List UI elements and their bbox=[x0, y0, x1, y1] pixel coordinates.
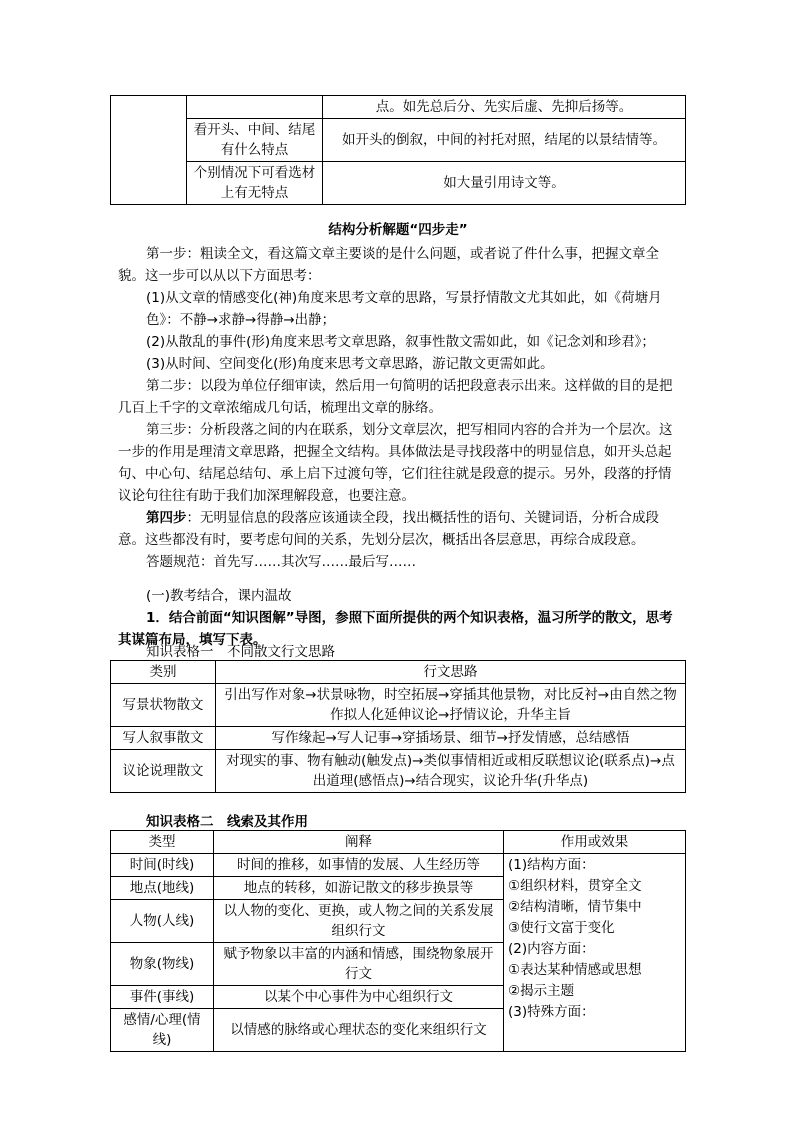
effect-line: ②结构清晰，情节集中 bbox=[508, 899, 642, 915]
steps-body bbox=[118, 243, 678, 573]
method-desc-cell: 如大量引用诗文等。 bbox=[323, 162, 686, 205]
method-label-cell: 个别情况下可看选材上有无特点 bbox=[187, 162, 323, 205]
step2-paragraph: 第二步：以段为单位仔细审读，然后用一句简明的话把段意表示出来。这样做的目的是把几百上千字的文章浓缩成几句话，梳理出文章的脉络。 bbox=[118, 378, 673, 416]
k2-type-cell: 地点(地线) bbox=[111, 877, 214, 900]
top-method-table bbox=[110, 95, 686, 205]
k2-header-type: 类型 bbox=[111, 831, 214, 854]
step1-paragraph: 第一步：粗读全文，看这篇文章主要谈的是什么问题，或者说了件什么事，把握文章全貌。这一步可以从以下方面思考： bbox=[118, 246, 659, 284]
k2-header-effect: 作用或效果 bbox=[504, 831, 686, 854]
step1-item3: (3)从时间、空间变化(形)角度来思考文章思路，游记散文更需如此。 bbox=[146, 356, 554, 372]
table-row bbox=[111, 162, 686, 205]
k2-table bbox=[110, 830, 686, 1052]
k1-path-cell: 引出写作对象→状景咏物，时空拓展→穿插其他景物，对比反衬→由自然之物作拟人化延伸议论→抒情议论，升华主旨 bbox=[216, 684, 686, 727]
k1-caption: 知识表格一 不同散文行文思路 bbox=[146, 644, 335, 660]
table-row bbox=[111, 854, 686, 877]
table-row bbox=[111, 750, 686, 793]
effect-line: ①组织材料，贯穿全文 bbox=[508, 878, 642, 894]
k1-type-cell: 写景状物散文 bbox=[111, 684, 216, 727]
table-row bbox=[111, 119, 686, 162]
table-row bbox=[111, 96, 686, 119]
effect-line: ②揭示主题 bbox=[508, 983, 575, 999]
k2-type-cell: 感情/心理(情线) bbox=[111, 1009, 214, 1052]
effect-line: (2)内容方面： bbox=[508, 941, 595, 957]
k2-desc-cell: 赋予物象以丰富的内涵和情感，围绕物象展开行文 bbox=[214, 943, 504, 986]
effect-line: ①表达某种情感或思想 bbox=[508, 962, 642, 978]
k2-effects-cell bbox=[504, 854, 686, 1052]
k2-type-cell: 时间(时线) bbox=[111, 854, 214, 877]
section-title: 结构分析解题“四步走” bbox=[328, 222, 468, 238]
table-row bbox=[111, 727, 686, 750]
step4-label: 第四步 bbox=[146, 510, 187, 526]
k2-desc-cell: 以情感的脉络或心理状态的变化来组织行文 bbox=[214, 1009, 504, 1052]
k1-path-cell: 对现实的事、物有触动(触发点)→类似事情相近或相反联想议论(联系点)→点出道理(感悟点)→结合现实，议论升华(升华点) bbox=[216, 750, 686, 793]
k2-type-cell: 人物(人线) bbox=[111, 900, 214, 943]
merged-empty-cell bbox=[111, 96, 187, 205]
k2-type-cell: 物象(物线) bbox=[111, 943, 214, 986]
k2-caption: 知识表格二 线索及其作用 bbox=[146, 814, 308, 830]
method-desc-cell: 点。如先总后分、先实后虚、先抑后扬等。 bbox=[323, 96, 686, 119]
step1-item2: (2)从散乱的事件(形)角度来思考文章思路，叙事性散文需如此，如《记念刘和珍君》； bbox=[146, 334, 655, 350]
k1-path-cell: 写作缘起→写人记事→穿插场景、细节→抒发情感，总结感悟 bbox=[216, 727, 686, 750]
step1-item1: (1)从文章的情感变化(神)角度来思考文章的思路，写景抒情散文尤其如此，如《荷塘月色》：不静→求静→得静→出静； bbox=[146, 290, 662, 328]
method-desc-cell: 如开头的倒叙，中间的衬托对照，结尾的以景结情等。 bbox=[323, 119, 686, 162]
k2-desc-cell: 以某个中心事件为中心组织行文 bbox=[214, 986, 504, 1009]
exercise-question: 1．结合前面“知识图解”导图，参照下面所提供的两个知识表格，温习所学的散文，思考其谋篇布局，填写下表。 bbox=[118, 610, 673, 648]
exercise-heading: (一)教考结合，课内温故 bbox=[146, 588, 292, 604]
k2-type-cell: 事件(事线) bbox=[111, 986, 214, 1009]
k2-desc-cell: 以人物的变化、更换，或人物之间的关系发展组织行文 bbox=[214, 900, 504, 943]
k1-header-path: 行文思路 bbox=[216, 661, 686, 684]
method-label-cell: 看开头、中间、结尾有什么特点 bbox=[187, 119, 323, 162]
step4-paragraph bbox=[118, 507, 678, 551]
empty-cell bbox=[187, 96, 323, 119]
effect-line: (1)结构方面： bbox=[508, 857, 595, 873]
answer-norm: 答题规范：首先写……其次写……最后写…… bbox=[146, 554, 416, 570]
table-row bbox=[111, 684, 686, 727]
table-header-row bbox=[111, 661, 686, 684]
table-header-row bbox=[111, 831, 686, 854]
step4-text: ：无明显信息的段落应该通读全段，找出概括性的语句、关键词语，分析合成段意。这些都没有时，要考虑句间的关系，先划分层次，概括出各层意思，再综合成段意。 bbox=[118, 510, 659, 548]
k2-desc-cell: 地点的转移，如游记散文的移步换景等 bbox=[214, 877, 504, 900]
k1-type-cell: 写人叙事散文 bbox=[111, 727, 216, 750]
k2-desc-cell: 时间的推移，如事情的发展、人生经历等 bbox=[214, 854, 504, 877]
k1-type-cell: 议论说理散文 bbox=[111, 750, 216, 793]
k2-header-desc: 阐释 bbox=[214, 831, 504, 854]
k1-table bbox=[110, 660, 686, 793]
effect-line: (3)特殊方面： bbox=[508, 1004, 595, 1020]
step3-paragraph: 第三步：分析段落之间的内在联系，划分文章层次，把写相同内容的合并为一个层次。这一步的作用是理清文章思路，把握全文结构。具体做法是寻找段落中的明显信息，如开头总起句、中心句、结尾总结句、承上启下过渡句等，它们往往就是段意的提示。另外，段落的抒情议论句往往有助于我们加深理解段意，也要注意。 bbox=[118, 422, 673, 504]
k1-header-type: 类别 bbox=[111, 661, 216, 684]
effect-line: ③使行文富于变化 bbox=[508, 920, 615, 936]
